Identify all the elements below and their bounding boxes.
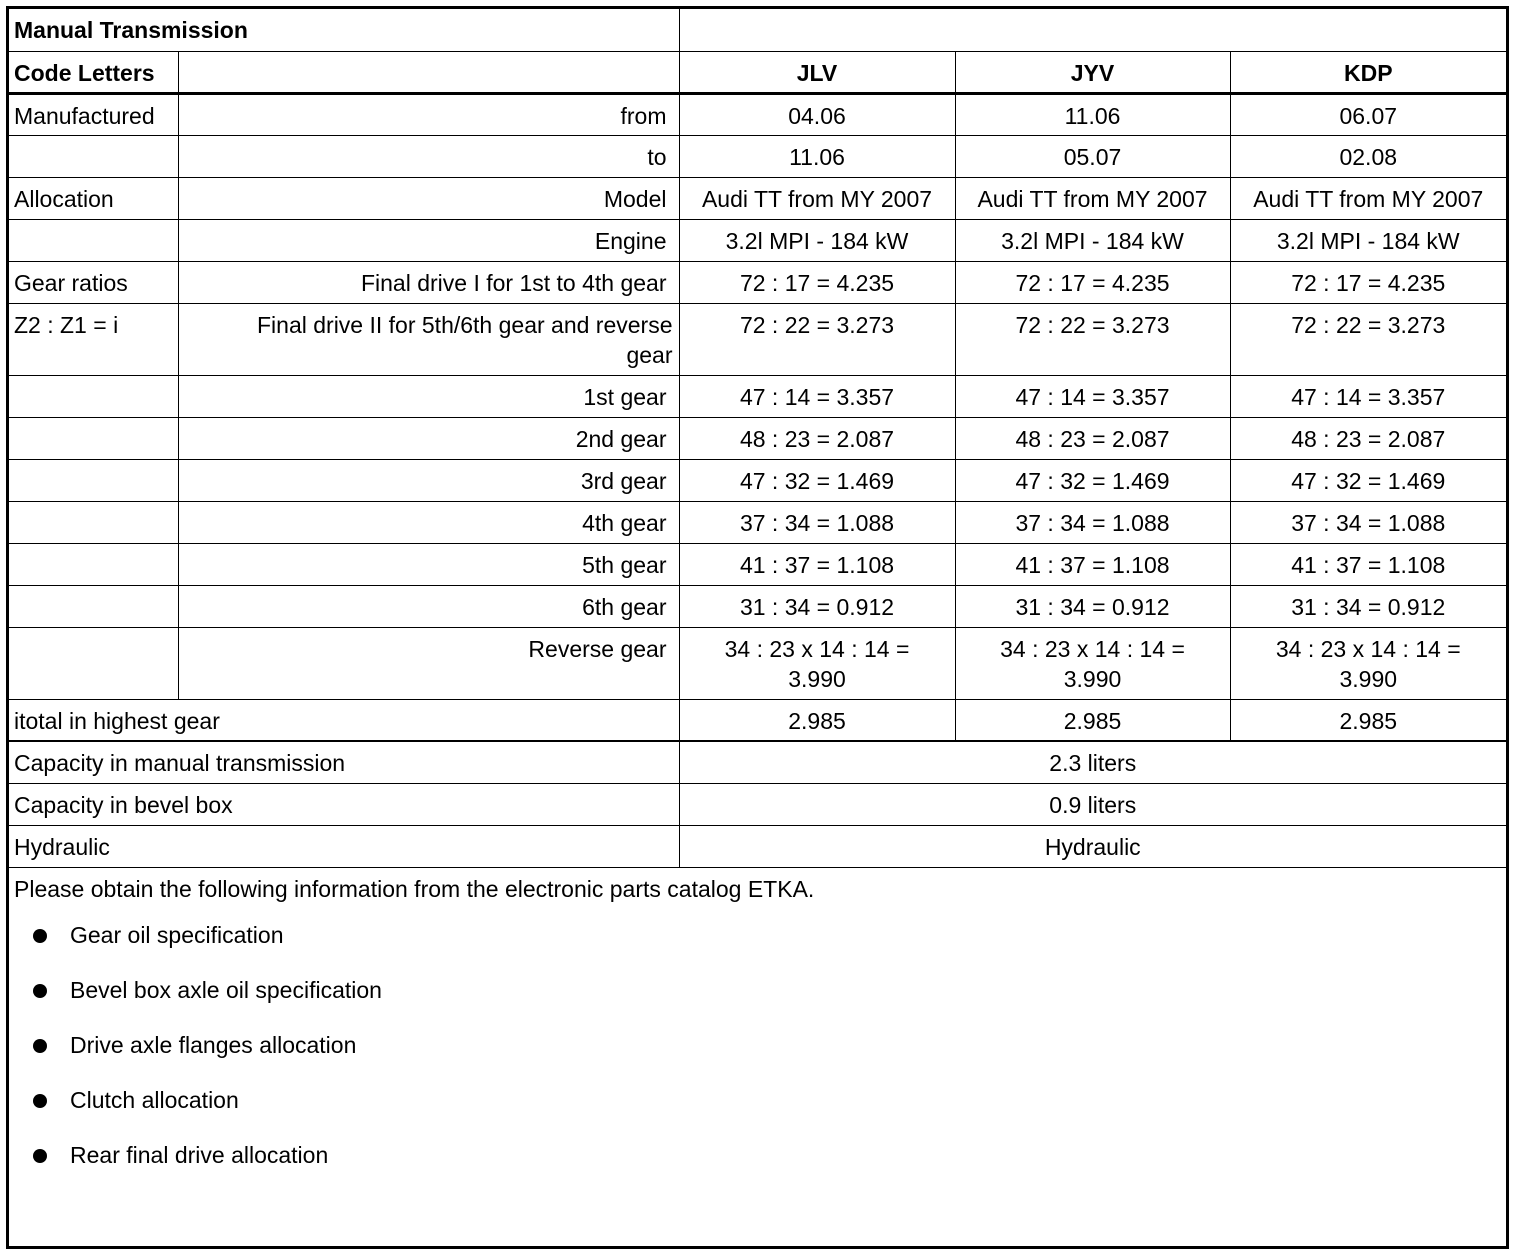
spec-table bbox=[9, 9, 1506, 868]
bullet-icon bbox=[33, 1039, 47, 1053]
row-sublabel: 4th gear bbox=[178, 501, 679, 543]
cell-jlv: 41 : 37 = 1.108 bbox=[679, 543, 955, 585]
cell-kdp: 3.2l MPI - 184 kW bbox=[1230, 219, 1506, 261]
title-row bbox=[9, 9, 1506, 51]
cell-jlv: 11.06 bbox=[679, 135, 955, 177]
cell-kdp: 47 : 14 = 3.357 bbox=[1230, 375, 1506, 417]
list-item-text: Bevel box axle oil specification bbox=[70, 976, 382, 1003]
cell-jlv: 04.06 bbox=[679, 93, 955, 135]
row-label bbox=[9, 135, 178, 177]
table-row bbox=[9, 219, 1506, 261]
itotal-label: itotal in highest gear bbox=[9, 699, 679, 741]
cell-jyv: 47 : 14 = 3.357 bbox=[955, 375, 1230, 417]
cell-kdp: 48 : 23 = 2.087 bbox=[1230, 417, 1506, 459]
cell-jlv: 31 : 34 = 0.912 bbox=[679, 585, 955, 627]
row-sublabel: 3rd gear bbox=[178, 459, 679, 501]
note-intro: Please obtain the following information from the electronic parts catalog ETKA. bbox=[14, 875, 815, 902]
hydraulic-value: Hydraulic bbox=[679, 825, 1506, 867]
row-sublabel: to bbox=[178, 135, 679, 177]
row-label bbox=[9, 417, 178, 459]
cell-jlv: 34 : 23 x 14 : 14 = 3.990 bbox=[679, 627, 955, 699]
table-row bbox=[9, 543, 1506, 585]
code-letters-blank bbox=[178, 51, 679, 93]
etka-note bbox=[9, 868, 1506, 1170]
code-letters-row bbox=[9, 51, 1506, 93]
row-label bbox=[9, 501, 178, 543]
table-row bbox=[9, 177, 1506, 219]
cell-jlv: 37 : 34 = 1.088 bbox=[679, 501, 955, 543]
capacity-manual-row bbox=[9, 741, 1506, 783]
cell-jyv: 72 : 17 = 4.235 bbox=[955, 261, 1230, 303]
cell-jyv: 72 : 22 = 3.273 bbox=[955, 303, 1230, 375]
cell-kdp: 72 : 22 = 3.273 bbox=[1230, 303, 1506, 375]
list-item-text: Clutch allocation bbox=[70, 1086, 239, 1113]
capacity-manual-value: 2.3 liters bbox=[679, 741, 1506, 783]
list-item bbox=[14, 975, 1501, 1005]
capacity-manual-label: Capacity in manual transmission bbox=[9, 741, 679, 783]
row-sublabel: 6th gear bbox=[178, 585, 679, 627]
capacity-bevel-label: Capacity in bevel box bbox=[9, 783, 679, 825]
table-row bbox=[9, 627, 1506, 699]
row-sublabel: 1st gear bbox=[178, 375, 679, 417]
note-list bbox=[14, 920, 1501, 1170]
code-letters-label: Code Letters bbox=[9, 51, 178, 93]
row-label: Manufactured bbox=[9, 93, 178, 135]
row-sublabel: from bbox=[178, 93, 679, 135]
row-sublabel: 2nd gear bbox=[178, 417, 679, 459]
row-sublabel: Model bbox=[178, 177, 679, 219]
cell-kdp: 31 : 34 = 0.912 bbox=[1230, 585, 1506, 627]
cell-jyv: Audi TT from MY 2007 bbox=[955, 177, 1230, 219]
table-row bbox=[9, 303, 1506, 375]
bullet-icon bbox=[33, 1149, 47, 1163]
cell-jyv: 37 : 34 = 1.088 bbox=[955, 501, 1230, 543]
hydraulic-row bbox=[9, 825, 1506, 867]
row-label bbox=[9, 627, 178, 699]
cell-kdp: 02.08 bbox=[1230, 135, 1506, 177]
cell-jyv: 3.2l MPI - 184 kW bbox=[955, 219, 1230, 261]
row-sublabel: Final drive I for 1st to 4th gear bbox=[178, 261, 679, 303]
cell-jlv: 47 : 14 = 3.357 bbox=[679, 375, 955, 417]
cell-jlv: 47 : 32 = 1.469 bbox=[679, 459, 955, 501]
cell-kdp: 41 : 37 = 1.108 bbox=[1230, 543, 1506, 585]
list-item-text: Gear oil specification bbox=[70, 921, 284, 948]
cell-jlv: 72 : 22 = 3.273 bbox=[679, 303, 955, 375]
table-row bbox=[9, 93, 1506, 135]
row-sublabel: 5th gear bbox=[178, 543, 679, 585]
cell-kdp: Audi TT from MY 2007 bbox=[1230, 177, 1506, 219]
row-label: Gear ratios bbox=[9, 261, 178, 303]
cell-jyv: 47 : 32 = 1.469 bbox=[955, 459, 1230, 501]
capacity-bevel-row bbox=[9, 783, 1506, 825]
row-sublabel: Reverse gear bbox=[178, 627, 679, 699]
code-kdp: KDP bbox=[1230, 51, 1506, 93]
itotal-jlv: 2.985 bbox=[679, 699, 955, 741]
cell-jlv: Audi TT from MY 2007 bbox=[679, 177, 955, 219]
cell-kdp: 72 : 17 = 4.235 bbox=[1230, 261, 1506, 303]
row-label bbox=[9, 585, 178, 627]
table-row bbox=[9, 417, 1506, 459]
table-row bbox=[9, 501, 1506, 543]
cell-jyv: 48 : 23 = 2.087 bbox=[955, 417, 1230, 459]
bullet-icon bbox=[33, 1094, 47, 1108]
table-title: Manual Transmission bbox=[9, 9, 679, 51]
itotal-kdp: 2.985 bbox=[1230, 699, 1506, 741]
list-item bbox=[14, 1085, 1501, 1115]
hydraulic-label: Hydraulic bbox=[9, 825, 679, 867]
spec-sheet bbox=[6, 6, 1509, 1249]
cell-jyv: 05.07 bbox=[955, 135, 1230, 177]
cell-jlv: 48 : 23 = 2.087 bbox=[679, 417, 955, 459]
list-item-text: Drive axle flanges allocation bbox=[70, 1031, 357, 1058]
list-item bbox=[14, 1140, 1501, 1170]
title-blank-cell bbox=[679, 9, 1506, 51]
row-label bbox=[9, 459, 178, 501]
row-label bbox=[9, 375, 178, 417]
bullet-icon bbox=[33, 929, 47, 943]
cell-kdp: 34 : 23 x 14 : 14 = 3.990 bbox=[1230, 627, 1506, 699]
row-label bbox=[9, 543, 178, 585]
code-jlv: JLV bbox=[679, 51, 955, 93]
table-row bbox=[9, 585, 1506, 627]
cell-jyv: 31 : 34 = 0.912 bbox=[955, 585, 1230, 627]
code-jyv: JYV bbox=[955, 51, 1230, 93]
cell-jyv: 41 : 37 = 1.108 bbox=[955, 543, 1230, 585]
row-label bbox=[9, 219, 178, 261]
bullet-icon bbox=[33, 984, 47, 998]
list-item bbox=[14, 1030, 1501, 1060]
itotal-row bbox=[9, 699, 1506, 741]
cell-kdp: 06.07 bbox=[1230, 93, 1506, 135]
table-row bbox=[9, 459, 1506, 501]
cell-jyv: 11.06 bbox=[955, 93, 1230, 135]
row-label: Z2 : Z1 = i bbox=[9, 303, 178, 375]
cell-kdp: 47 : 32 = 1.469 bbox=[1230, 459, 1506, 501]
cell-jlv: 72 : 17 = 4.235 bbox=[679, 261, 955, 303]
list-item bbox=[14, 920, 1501, 950]
row-sublabel: Final drive II for 5th/6th gear and reverse gear bbox=[178, 303, 679, 375]
list-item-text: Rear final drive allocation bbox=[70, 1141, 329, 1168]
itotal-jyv: 2.985 bbox=[955, 699, 1230, 741]
table-row bbox=[9, 261, 1506, 303]
cell-jyv: 34 : 23 x 14 : 14 = 3.990 bbox=[955, 627, 1230, 699]
cell-jlv: 3.2l MPI - 184 kW bbox=[679, 219, 955, 261]
table-row bbox=[9, 135, 1506, 177]
row-label: Allocation bbox=[9, 177, 178, 219]
table-row bbox=[9, 375, 1506, 417]
capacity-bevel-value: 0.9 liters bbox=[679, 783, 1506, 825]
cell-kdp: 37 : 34 = 1.088 bbox=[1230, 501, 1506, 543]
row-sublabel: Engine bbox=[178, 219, 679, 261]
